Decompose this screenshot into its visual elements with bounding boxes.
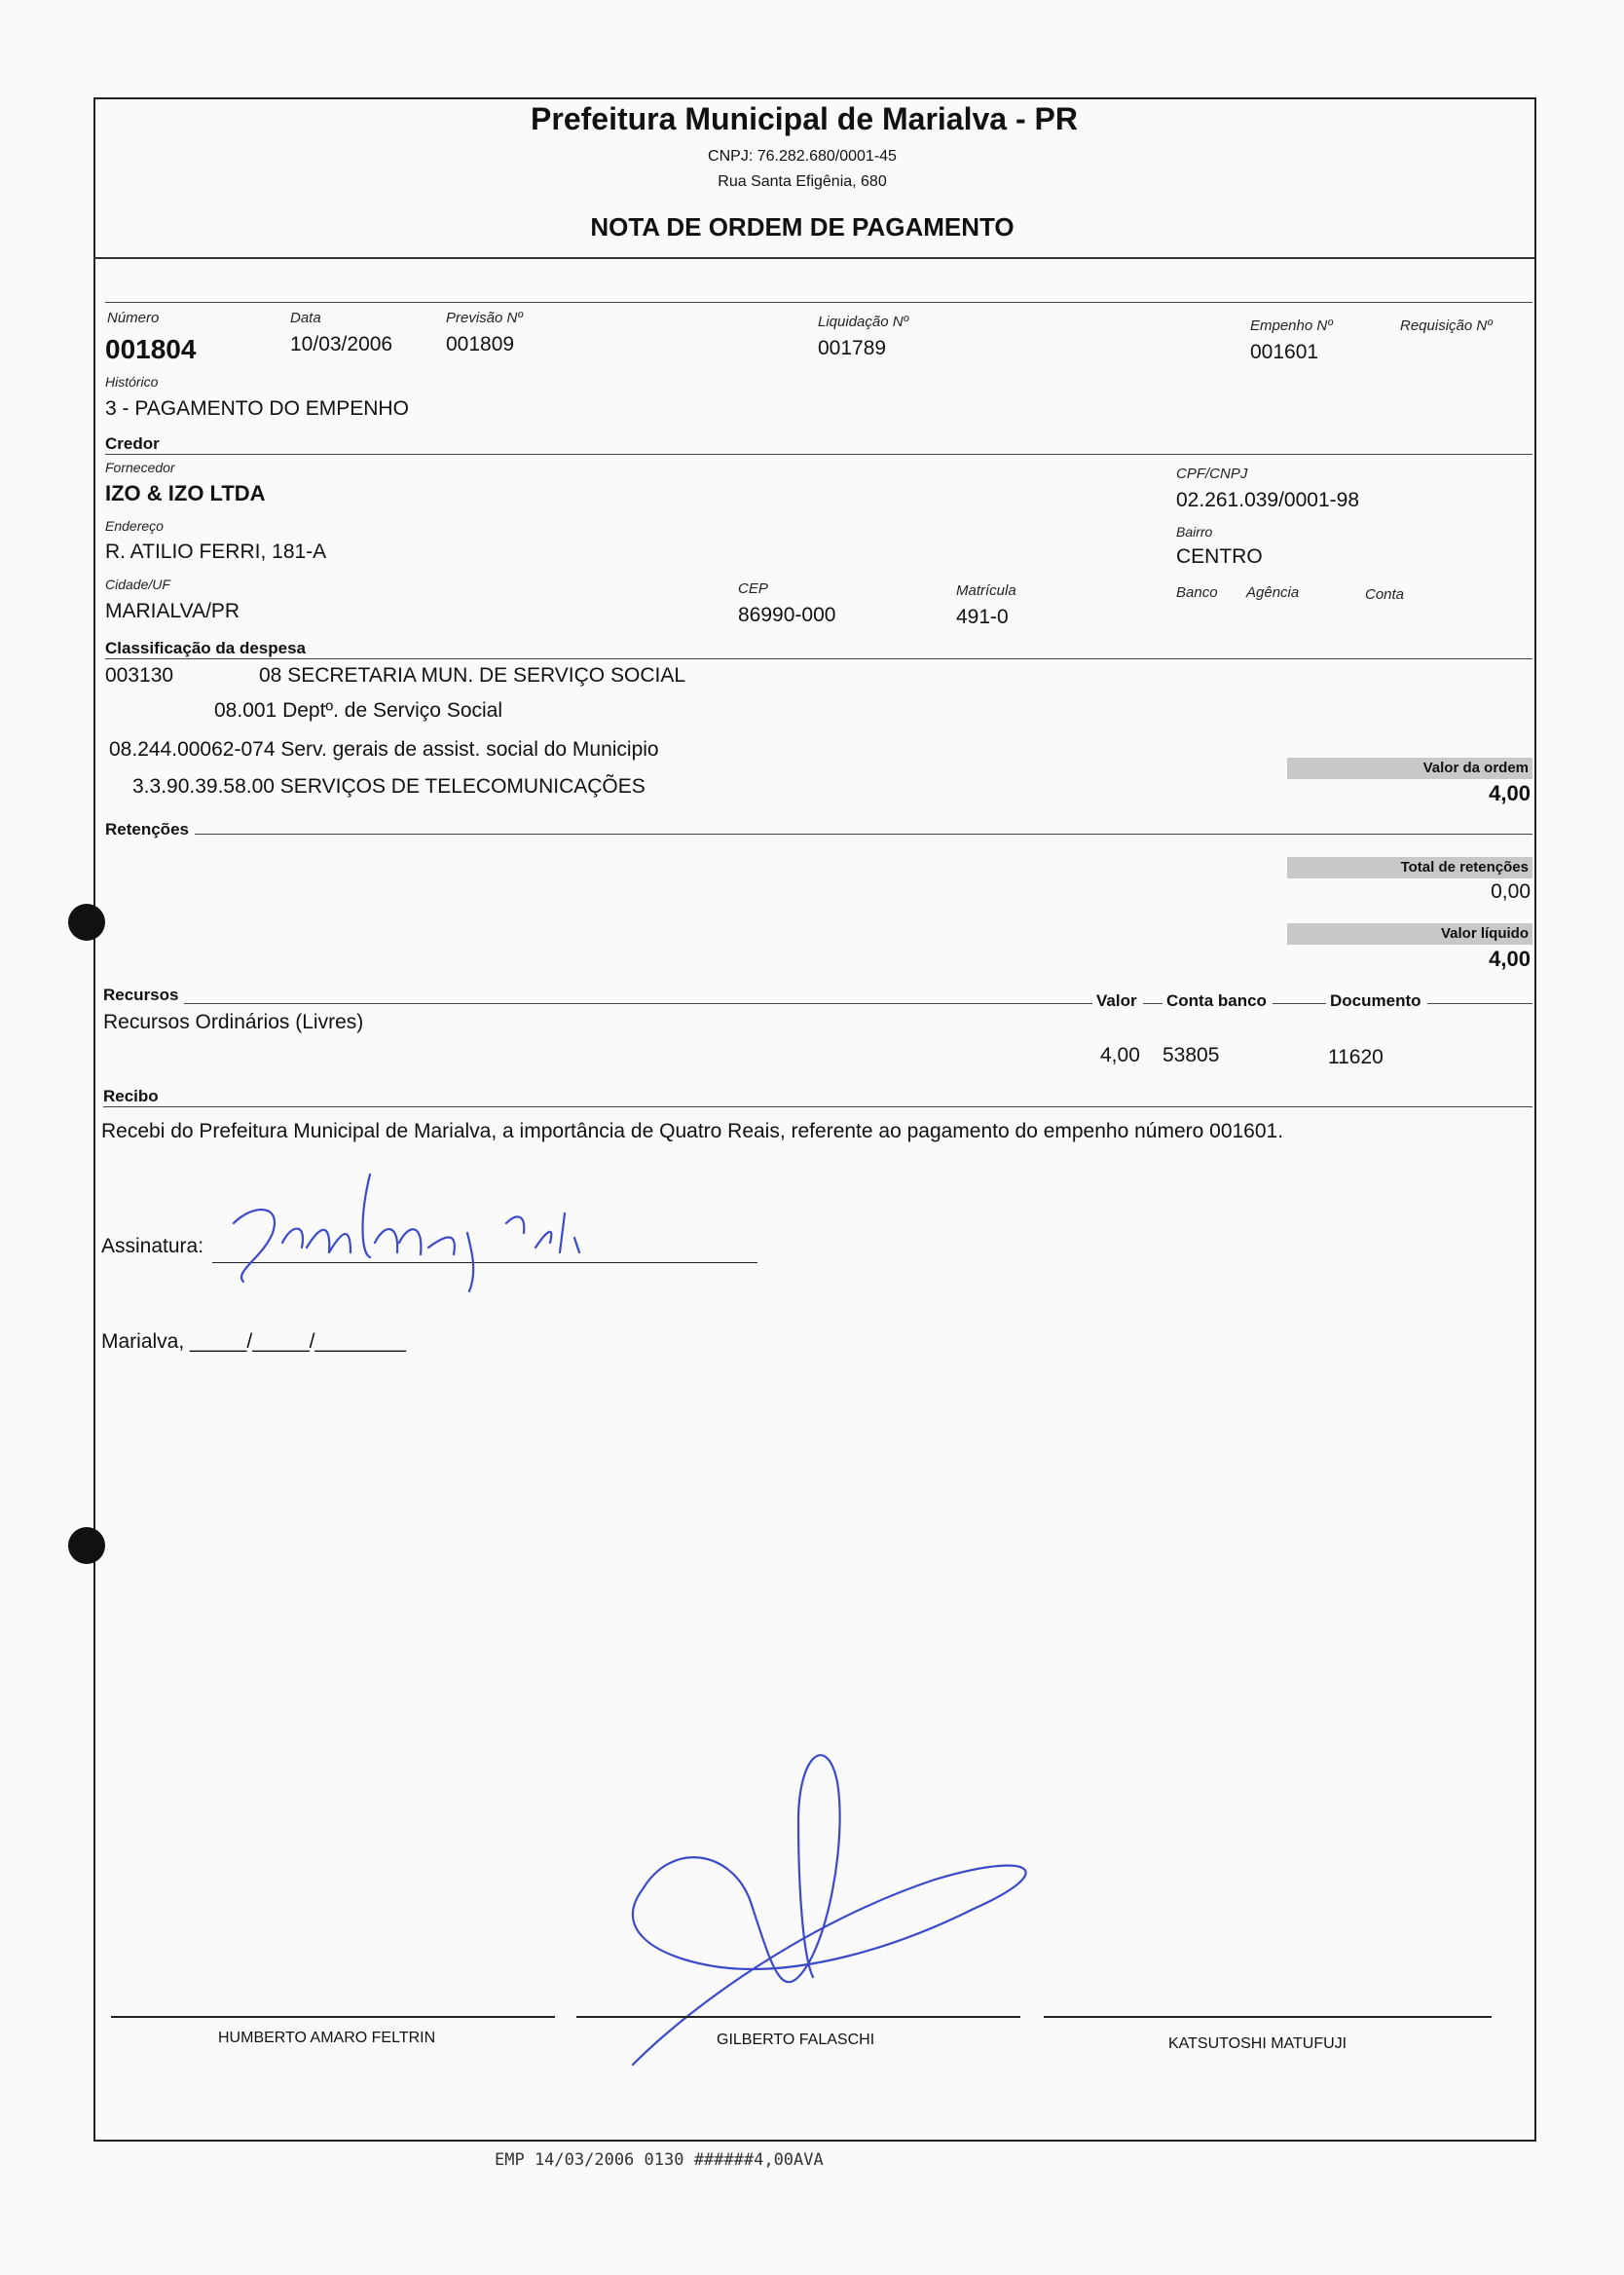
recursos-documento-label: Documento [1326, 991, 1427, 1011]
recursos-valor: 4,00 [1100, 1044, 1140, 1066]
recursos-valor-label: Valor [1092, 991, 1143, 1011]
document-title: NOTA DE ORDEM DE PAGAMENTO [590, 212, 1015, 242]
header-cnpj: CNPJ: 76.282.680/0001-45 [708, 148, 897, 165]
signature-line-3 [1044, 2016, 1492, 2018]
large-signature-icon [604, 1743, 1090, 2074]
valor-liquido-label: Valor líquido [1287, 923, 1532, 945]
matricula-value: 491-0 [956, 606, 1009, 628]
punch-hole-icon [68, 904, 105, 941]
recibo-text: Recebi do Prefeitura Municipal de Marialva, a importância de Quatro Reais, referente ao pagamento do empenho número 001601. [101, 1120, 1284, 1142]
data-label: Data [290, 310, 321, 326]
numero-label: Número [107, 310, 160, 326]
classificacao-line: 003130 [105, 664, 174, 687]
bank-stamp: EMP 14/03/2006 0130 ######4,00AVA [495, 2150, 824, 2170]
credor-section: Credor [105, 434, 166, 454]
valor-liquido-value: 4,00 [1489, 947, 1531, 971]
matricula-label: Matrícula [956, 582, 1016, 599]
liquidacao-value: 001789 [818, 337, 887, 359]
endereco-label: Endereço [105, 518, 164, 534]
historico-value: 3 - PAGAMENTO DO EMPENHO [105, 397, 409, 420]
cidade-value: MARIALVA/PR [105, 600, 240, 622]
local-data: Marialva, _____/_____/________ [101, 1330, 406, 1353]
cep-value: 86990-000 [738, 604, 836, 626]
signature-line-2 [576, 2016, 1020, 2018]
page-title: Prefeitura Municipal de Marialva - PR [531, 101, 1078, 136]
recursos-rule [105, 1003, 1532, 1004]
signatory-3: KATSUTOSHI MATUFUJI [1168, 2035, 1347, 2052]
classificacao-line: 3.3.90.39.58.00 SERVIÇOS DE TELECOMUNICAÇÕES [132, 775, 646, 798]
previsao-label: Previsão Nº [446, 310, 523, 326]
classificacao-line: 08 SECRETARIA MUN. DE SERVIÇO SOCIAL [259, 664, 686, 687]
bairro-value: CENTRO [1176, 545, 1263, 568]
signatory-1: HUMBERTO AMARO FELTRIN [218, 2030, 436, 2046]
cep-label: CEP [738, 580, 768, 597]
fornecedor-label: Fornecedor [105, 460, 175, 475]
recursos-conta-label: Conta banco [1163, 991, 1273, 1011]
punch-hole-icon [68, 1527, 105, 1564]
recursos-conta: 53805 [1163, 1044, 1220, 1066]
classificacao-line: 08.244.00062-074 Serv. gerais de assist. social do Municipio [109, 738, 659, 761]
requisicao-label: Requisição Nº [1400, 317, 1493, 334]
signature-line-1 [111, 2016, 555, 2018]
total-retencoes-label: Total de retenções [1287, 857, 1532, 878]
total-retencoes-value: 0,00 [1491, 880, 1531, 903]
banco-label: Banco [1176, 584, 1218, 601]
classificacao-rule [105, 658, 1532, 659]
valor-ordem-label: Valor da ordem [1287, 758, 1532, 779]
fornecedor-value: IZO & IZO LTDA [105, 481, 266, 505]
endereco-value: R. ATILIO FERRI, 181-A [105, 541, 327, 563]
recursos-descricao: Recursos Ordinários (Livres) [103, 1011, 364, 1033]
liquidacao-label: Liquidação Nº [818, 314, 909, 330]
agencia-label: Agência [1246, 584, 1300, 601]
numero-value: 001804 [105, 334, 197, 364]
cpf-value: 02.261.039/0001-98 [1176, 489, 1360, 511]
historico-label: Histórico [105, 374, 159, 390]
signatory-2: GILBERTO FALASCHI [717, 2032, 875, 2048]
classificacao-line: 08.001 Deptº. de Serviço Social [214, 699, 503, 722]
retencoes-section: Retenções [105, 820, 195, 839]
data-value: 10/03/2006 [290, 333, 393, 355]
retencoes-rule [105, 834, 1532, 835]
recursos-documento: 11620 [1328, 1046, 1384, 1068]
handwritten-signature-icon [214, 1165, 662, 1301]
header-subline [105, 302, 1532, 303]
assinatura-label: Assinatura: [101, 1235, 204, 1257]
conta-label: Conta [1365, 586, 1405, 603]
cidade-label: Cidade/UF [105, 577, 170, 592]
recibo-rule [103, 1106, 1532, 1107]
valor-ordem-value: 4,00 [1489, 781, 1531, 805]
bairro-label: Bairro [1176, 524, 1213, 540]
previsao-value: 001809 [446, 333, 515, 355]
classificacao-section: Classificação da despesa [105, 639, 312, 658]
empenho-label: Empenho Nº [1250, 317, 1333, 334]
recibo-section: Recibo [103, 1087, 165, 1106]
cpf-label: CPF/CNPJ [1176, 466, 1248, 482]
credor-rule [105, 454, 1532, 455]
header-divider [93, 257, 1534, 259]
empenho-value: 001601 [1250, 341, 1319, 363]
header-address: Rua Santa Efigênia, 680 [718, 173, 887, 190]
recursos-section: Recursos [103, 986, 184, 1005]
